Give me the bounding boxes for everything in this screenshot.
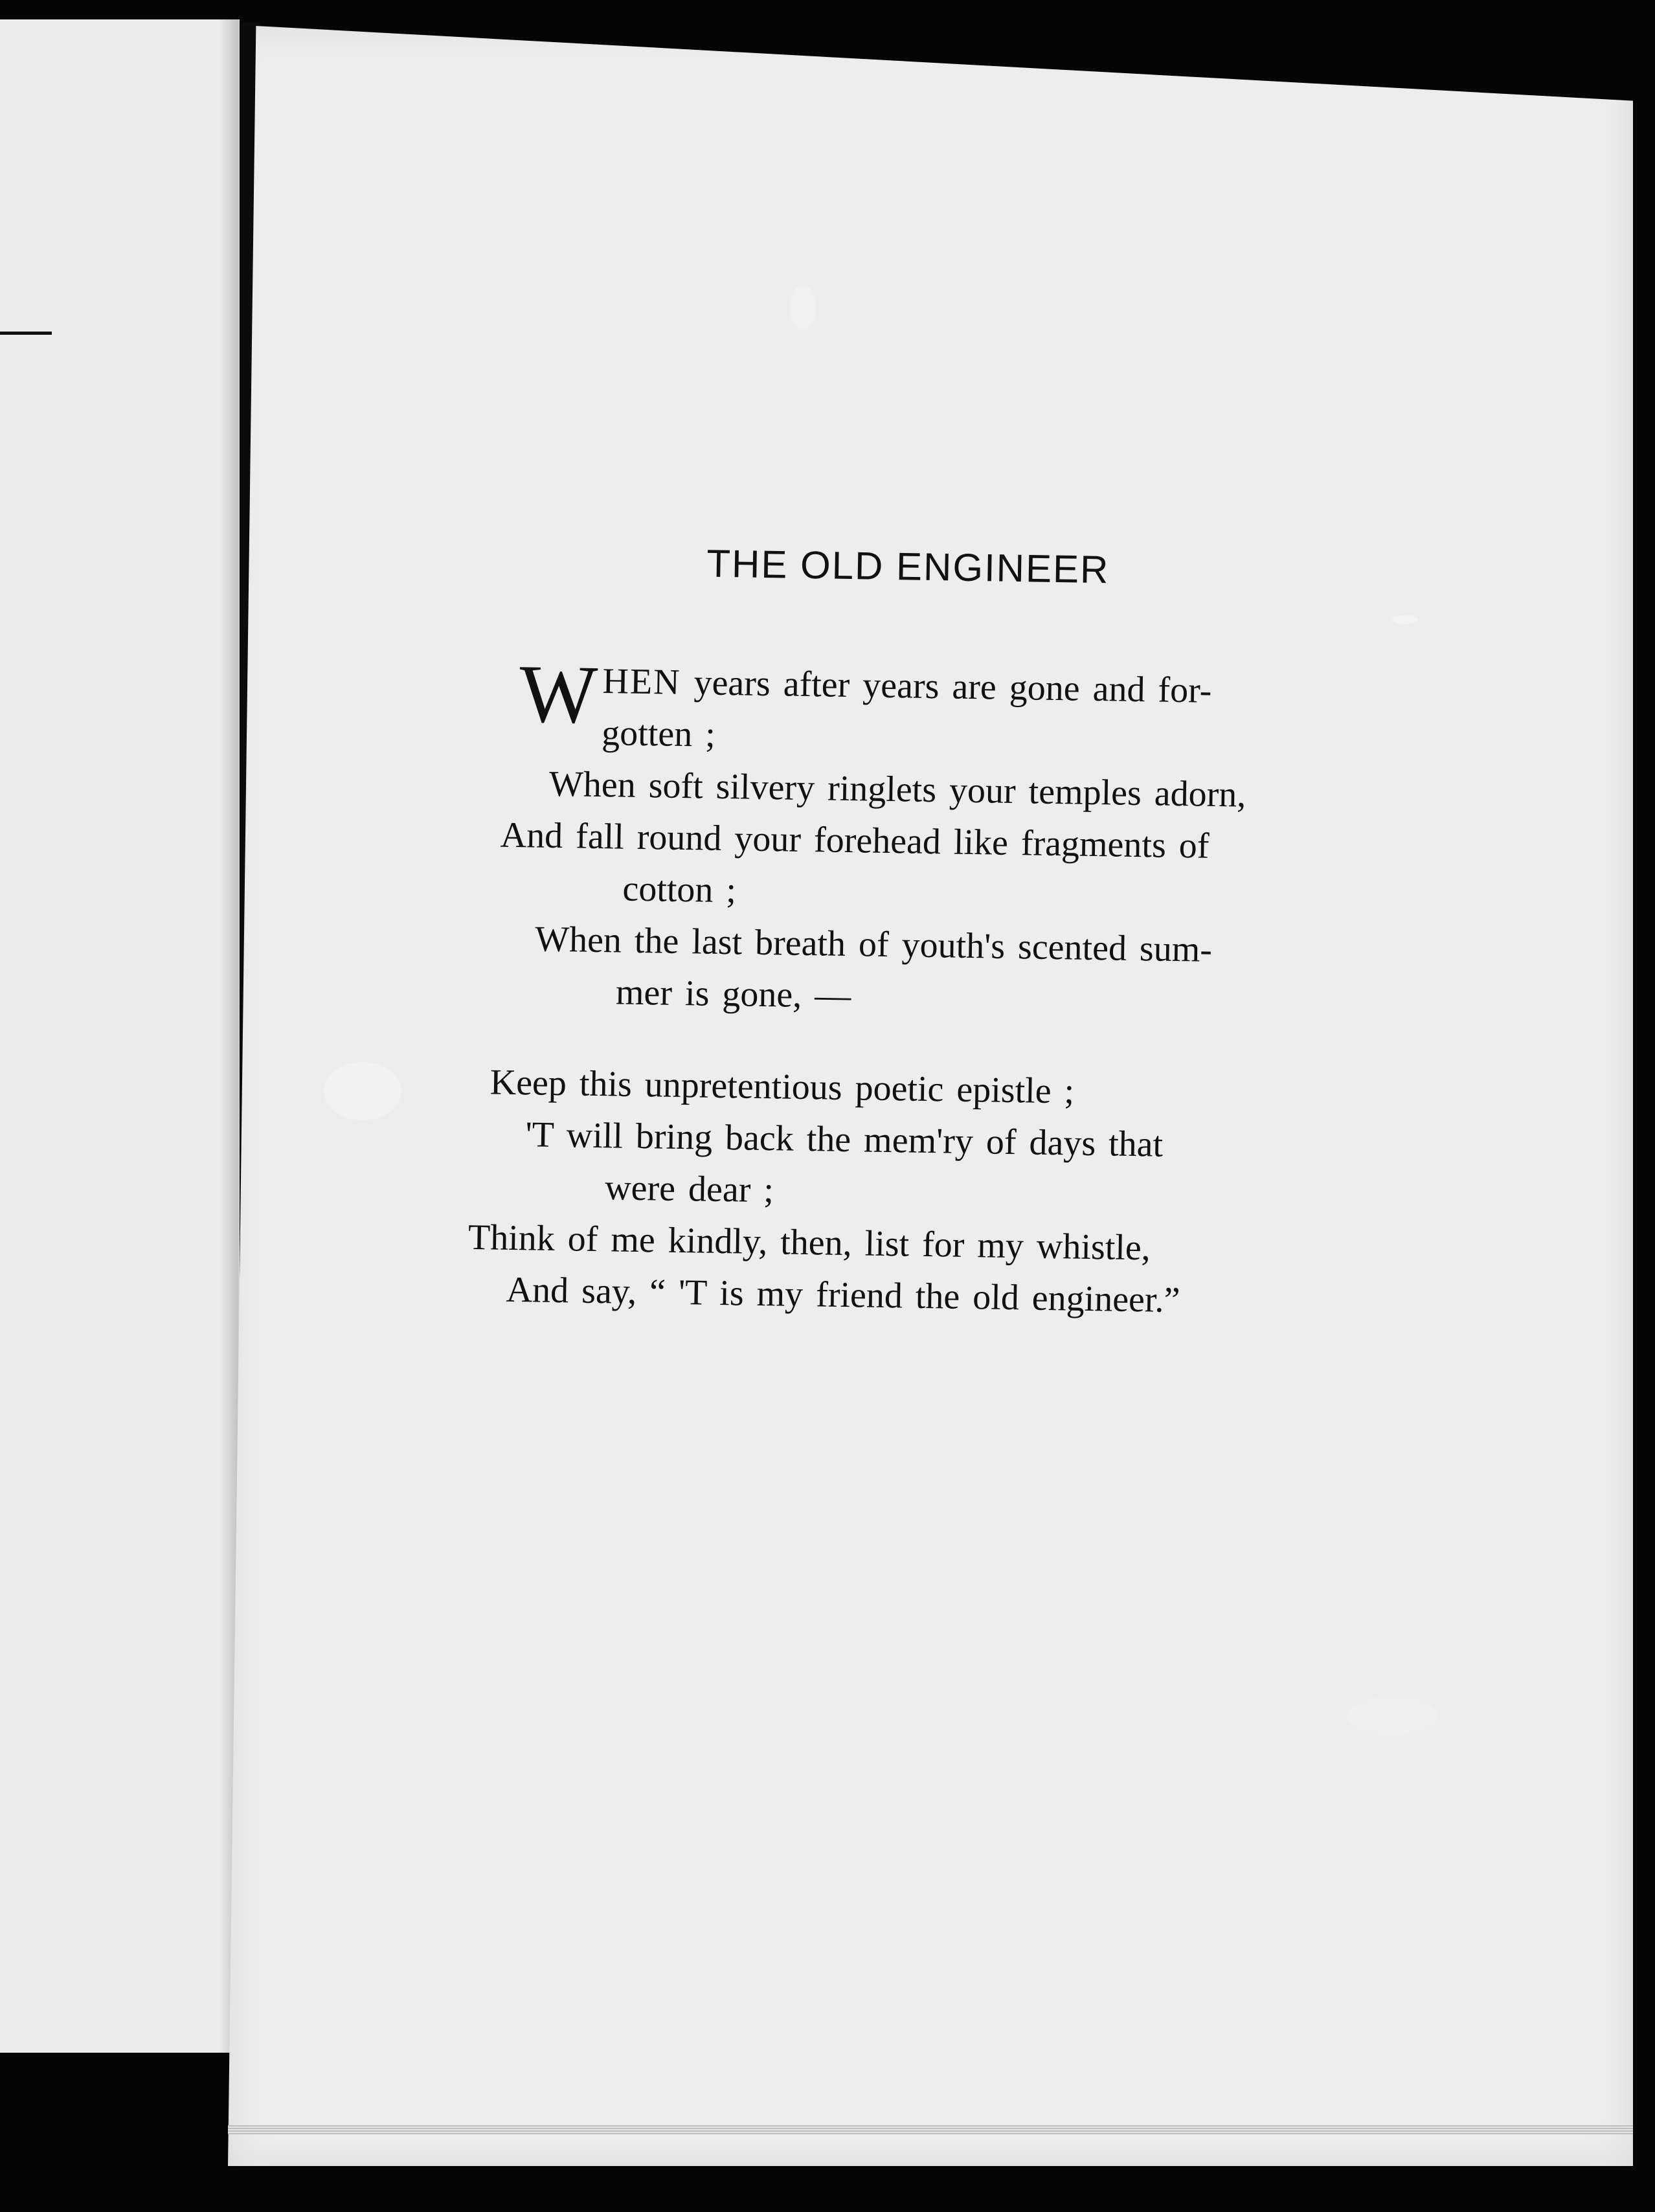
poem-line: When soft silvery ringlets your temples adorn, bbox=[548, 763, 1246, 815]
stanza-1 bbox=[471, 648, 1332, 1030]
page-speck bbox=[324, 1062, 401, 1120]
left-page-rule bbox=[0, 332, 52, 335]
page-speck bbox=[1392, 615, 1418, 624]
page-bottom-edge bbox=[228, 2125, 1633, 2134]
poem-line: And say, “ 'T is my friend the old engineer.” bbox=[506, 1269, 1180, 1321]
first-word-small-caps: HEN bbox=[602, 661, 682, 703]
poem-line: Think of me kindly, then, list for my whistle, bbox=[467, 1217, 1151, 1269]
poem-line: mer is gone, — bbox=[615, 972, 851, 1017]
poem-line: When the last breath of youth's scented sum- bbox=[534, 919, 1213, 970]
poem-line: gotten ; bbox=[601, 713, 716, 755]
poem-line: were dear ; bbox=[604, 1168, 774, 1211]
poem-line: Keep this unpretentious poetic epistle ; bbox=[490, 1062, 1075, 1112]
previous-page bbox=[0, 19, 240, 2053]
poem-line: And fall round your forehead like fragments of bbox=[500, 815, 1210, 866]
first-line-text: years after years are gone and for- bbox=[693, 662, 1212, 711]
page-speck bbox=[1347, 1697, 1437, 1735]
poem-line: cotton ; bbox=[622, 868, 737, 911]
drop-cap: W bbox=[519, 648, 599, 741]
page-speck bbox=[790, 285, 816, 330]
poem-line: 'T will bring back the mem'ry of days that bbox=[525, 1114, 1164, 1165]
poem-title: THE OLD ENGINEER bbox=[706, 541, 1110, 592]
poem-text-block bbox=[466, 537, 1334, 1369]
stanza-2 bbox=[467, 1056, 1325, 1329]
